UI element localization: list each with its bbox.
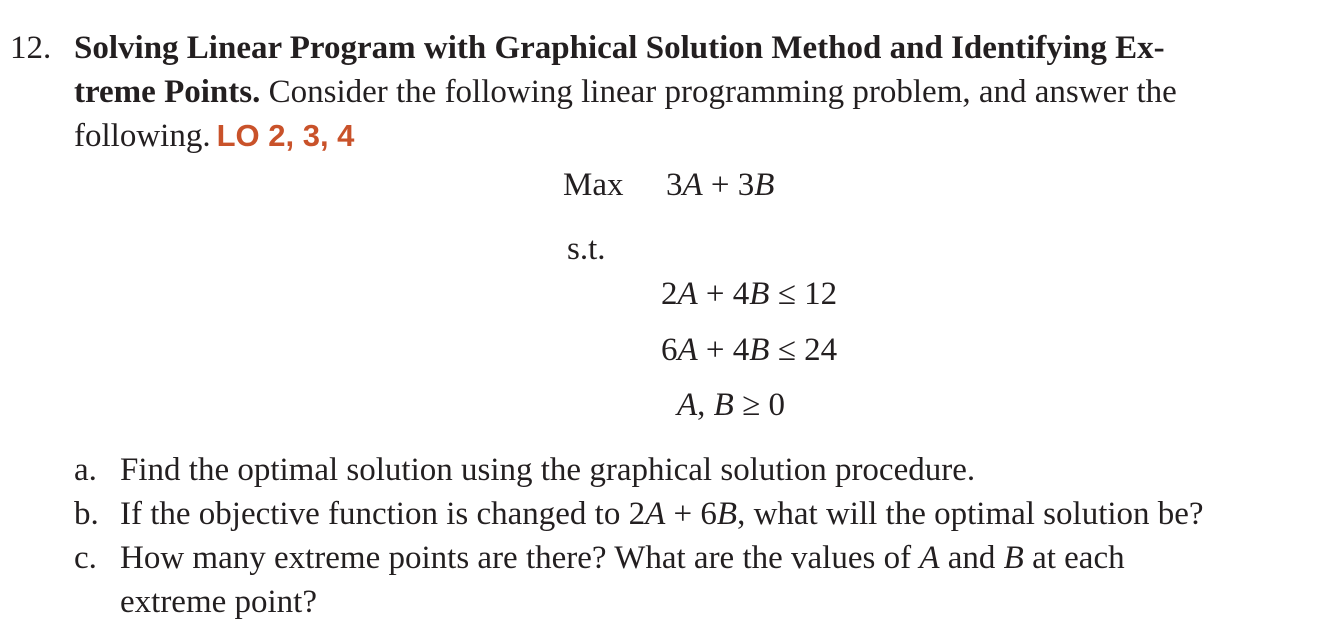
- obj-var-2: B: [754, 167, 775, 203]
- part-b-coef-2: 6: [700, 496, 717, 532]
- part-c-label: c.: [74, 540, 97, 576]
- obj-var-1: A: [682, 167, 703, 203]
- nn-rhs: 0: [768, 387, 785, 423]
- c1-rhs: 12: [804, 276, 838, 312]
- statement-line-2: [74, 70, 1336, 114]
- part-c-text-2: extreme point?: [120, 584, 318, 620]
- part-c-var-1: A: [919, 540, 940, 576]
- problem-statement: [74, 26, 1336, 158]
- question-parts: [74, 448, 1340, 624]
- c1-coef-1: 2: [661, 276, 678, 312]
- part-c-text-1b: at each: [1023, 540, 1125, 576]
- part-a-text: Find the optimal solution using the graphical solution procedure.: [120, 452, 976, 488]
- part-b: [74, 492, 1340, 536]
- c2-rhs: 24: [804, 332, 838, 368]
- c2-coef-1: 6: [661, 332, 678, 368]
- c1-coef-2: 4: [732, 276, 750, 312]
- intro-text-line-2: Consider the following linear programming problem, and answer the: [260, 74, 1177, 110]
- subject-to-label: s.t.: [567, 231, 606, 267]
- part-b-text-before: If the objective function is changed to: [120, 496, 629, 532]
- intro-text-line-3: following.: [74, 118, 211, 154]
- objective-expression: [666, 165, 774, 205]
- part-c-var-2: B: [1003, 540, 1024, 576]
- c1-var-2: B: [749, 276, 770, 312]
- c2-relation: ≤: [769, 332, 805, 368]
- objective-keyword: Max: [563, 167, 624, 203]
- c2-coef-2: 4: [732, 332, 750, 368]
- nn-var-1: A: [677, 387, 698, 423]
- obj-op: +: [702, 167, 738, 203]
- part-b-coef-1: 2: [628, 496, 646, 532]
- part-c-and: and: [939, 540, 1004, 576]
- part-b-var-1: A: [645, 496, 666, 532]
- part-c-continued: [74, 580, 1340, 624]
- part-b-label: b.: [74, 496, 99, 532]
- learning-objective-tag: LO 2, 3, 4: [216, 118, 355, 153]
- c2-op: +: [697, 332, 733, 368]
- problem-number: 12.: [10, 30, 52, 66]
- part-a-label: a.: [74, 452, 97, 488]
- part-b-op: +: [665, 496, 701, 532]
- nn-var-2: B: [713, 387, 734, 423]
- problem-title-line-2: treme Points.: [74, 74, 261, 110]
- part-c: [74, 536, 1340, 580]
- part-c-text-1a: How many extreme points are there? What are the values of: [120, 540, 920, 576]
- c2-var-1: A: [677, 332, 698, 368]
- c1-var-1: A: [677, 276, 698, 312]
- statement-line-1: [74, 26, 1336, 70]
- statement-line-3: [74, 114, 1336, 158]
- nn-sep: ,: [697, 387, 714, 423]
- part-b-var-2: B: [716, 496, 738, 532]
- part-b-text-after: , what will the optimal solution be?: [737, 496, 1204, 532]
- c1-relation: ≤: [769, 276, 805, 312]
- obj-coef-1: 3: [666, 167, 683, 203]
- constraint-1: [661, 274, 837, 314]
- nonnegativity-constraint: [677, 385, 785, 425]
- obj-coef-2: 3: [737, 167, 755, 203]
- nn-relation: ≥: [733, 387, 769, 423]
- c1-op: +: [697, 276, 733, 312]
- constraint-2: [661, 330, 837, 370]
- problem-title-line-1: Solving Linear Program with Graphical Solution Method and Identifying Ex-: [74, 30, 1165, 66]
- part-a: [74, 448, 1340, 492]
- c2-var-2: B: [749, 332, 770, 368]
